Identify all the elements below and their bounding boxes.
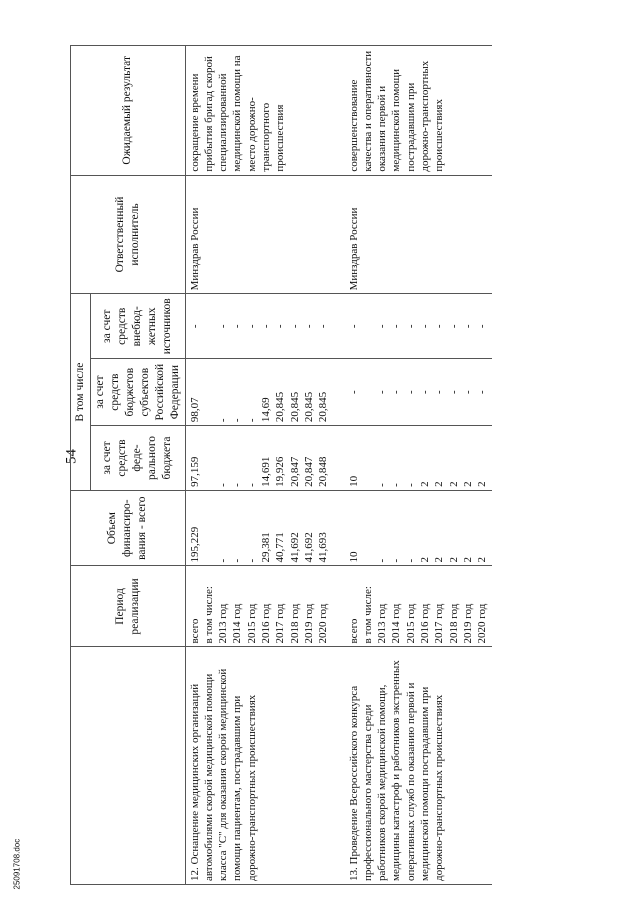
row-description: 12. Оснащение медицинских организаций автомобилями скорой медицинской помощи класса "С" для оказания скорой медицинской помощи пациентам, пострадавшим при дорожно-транспортных происшествиях [185,647,332,885]
header-result: Ожидаемый результат [71,46,186,176]
row-federal: 97,159 - - - 14,691 19,926 20,847 20,847 20,848 [185,426,332,491]
header-total: Объем финансиро-вания - всего [71,490,186,566]
row-total: 195,229 - - - 29,381 40,771 41,692 41,692 41,693 [185,490,332,566]
rotated-table-container [70,45,590,885]
header-description [71,647,186,885]
row-description: 13. Проведение Всероссийского конкурса профессионального мастерства среди работников скорой медицинской помощи, медицины катастроф и работников экстренных оперативных служб по оказанию первой и медицинской помощи пострадавшим при дорожно-транспортных происшествиях [333,647,492,885]
table-row [185,46,332,885]
header-regional: за счет средств бюджетов субъектов Российской Федерации [90,359,185,426]
financing-table [70,45,492,885]
footer-doc-code: 25091708.doc [12,838,22,890]
table-row [333,46,492,885]
row-extra: - - - - - - - - - [333,294,492,359]
row-executor: Минздрав России [185,175,332,294]
row-executor: Минздрав России [333,175,492,294]
header-executor: Ответственный исполнитель [71,175,186,294]
header-extra: за счет средств внебюд-жетных источников [90,294,185,359]
row-periods: всего в том числе: 2013 год 2014 год 2015 год 2016 год 2017 год 2018 год 2019 год 2020 год [185,566,332,647]
page-number: 54 [63,449,80,464]
row-extra: - - - - - - - - - [185,294,332,359]
header-including: В том числе [71,294,91,491]
row-periods: всего в том числе: 2013 год 2014 год 2015 год 2016 год 2017 год 2018 год 2019 год 2020 год [333,566,492,647]
row-total: 10 - - - 2 2 2 2 2 [333,490,492,566]
row-federal: 10 - - - 2 2 2 2 2 [333,426,492,491]
header-period: Период реализации [71,566,186,647]
row-result: совершенствование качества и оперативности оказания первой и медицинской помощи пострадавшим при дорожно-транспортных происшествиях [333,46,492,176]
row-regional: 98,07 - - - 14,69 20,845 20,845 20,845 20,845 [185,359,332,426]
row-result: сокращение времени прибытия бригад скорой специализированной медицинской помощи на место дорожно-транспортного происшествия [185,46,332,176]
row-regional: - - - - - - - - - [333,359,492,426]
header-federal: за счет средств феде-рального бюджета [90,426,185,491]
